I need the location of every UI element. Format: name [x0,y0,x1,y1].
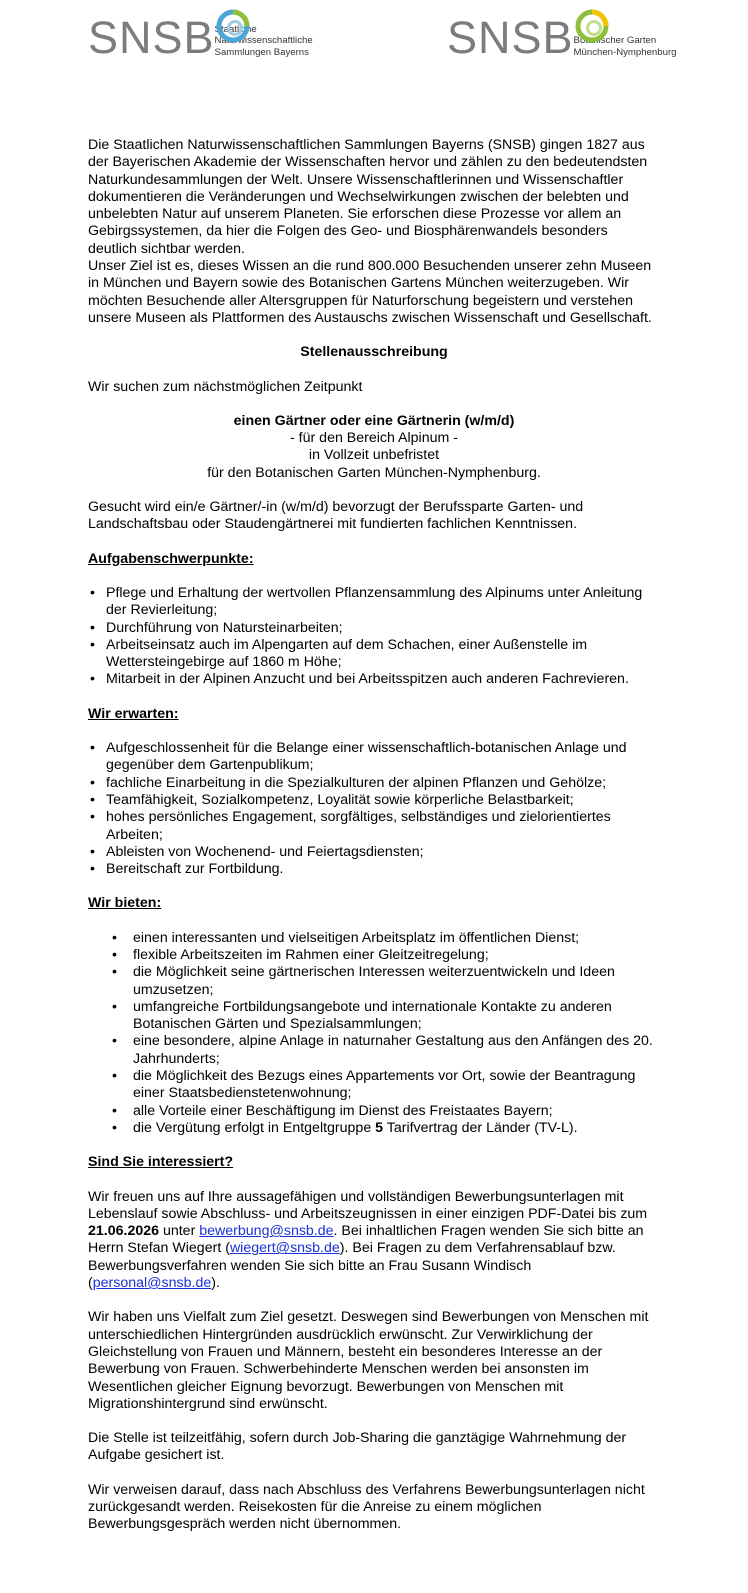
logo-subtitle-line: München-Nymphenburg [573,46,677,58]
intro-paragraph: Unser Ziel ist es, dieses Wissen an die rund 800.000 Besuchenden unserer zehn Museen in München und Bayern sowie des Botanischen Gartens München weiterzugeben. Wir möchten Besuchende aller Altersgruppen für Naturforschung begeistern und verstehen unsere Museen als Plattformen des Austauschs zwischen Wissenschaft und Gesellschaft. [88,258,652,326]
tasks-list [88,585,660,689]
list-item: • die Möglichkeit seine gärtnerischen Interessen weiterzuentwickeln und Ideen umzusetzen; [88,964,660,999]
list-item: • Teamfähigkeit, Sozialkompetenz, Loyalität sowie körperliche Belastbarkeit; [88,792,660,809]
contact-email-link[interactable]: wiegert@snsb.de [229,1240,340,1257]
text: ). [211,1275,220,1292]
offer-heading: Wir bieten: [88,895,162,912]
list-item: • fachliche Einarbeitung in die Spezialkulturen der alpinen Pflanzen und Gehölze; [88,775,660,792]
list-item: • die Möglichkeit des Bezugs eines Appartements vor Ort, sowie der Beantragung einer Staatsbedienstetenwohnung; [88,1068,660,1103]
list-item: • Arbeitseinsatz auch im Alpengarten auf dem Schachen, einer Außenstelle im Wettersteingebirge auf 1860 m Höhe; [88,637,660,672]
text: ). Bei Fragen zu dem Verfahrensablauf bzw. Bewerbungsverfahren wenden Sie sich bitte an Frau Susann Windisch ( [88,1240,616,1292]
list-item: • hohes persönliches Engagement, sorgfältiges, selbständiges und zielorientiertes Arbeiten; [88,809,660,844]
salary-text: Tarifvertrag der Länder (TV-L). [383,1119,578,1136]
logo-subtitle-line: Naturwissenschaftliche [214,35,313,46]
list-item: • Ableisten von Wochenend- und Feiertagsdiensten; [88,844,660,861]
diversity-paragraph: Wir haben uns Vielfalt zum Ziel gesetzt. Deswegen sind Bewerbungen von Menschen mit unterschiedlichen Hintergründen ausdrücklich erwünscht. Zur Verwirklichung der Gleichstellung von Frauen und Männern, besteht ein besonderes Interesse an der Bewerbung von Frauen. Schwerbehinderte Menschen werden bei ansonsten im Wesentlichen gleicher Eignung bevorzugt. Bewerbungen von Menschen mit Migrationshintergrund sind erwünscht. [88,1309,649,1412]
search-line: Wir suchen zum nächstmöglichen Zeitpunkt [88,378,363,395]
logo-subtitle-line: Staatliche [214,23,257,35]
job-posting [88,137,660,1534]
profile-paragraph: Gesucht wird ein/e Gärtner/-in (w/m/d) bevorzugt der Berufssparte Garten- und Landschaftsbau oder Staudengärtnerei mit fundierten fachlichen Kenntnissen. [88,499,584,533]
snsb-logo [88,8,313,63]
logo-subtitle-line: Sammlungen Bayerns [214,46,309,58]
position-location: für den Botanischen Garten München-Nymphenburg. [207,464,541,481]
ring-logo-icon [572,8,612,60]
logo-wordmark: SNSB [88,12,215,63]
position-title: einen Gärtner oder eine Gärtnerin (w/m/d) [233,412,515,429]
intro-paragraph: Die Staatlichen Naturwissenschaftlichen Sammlungen Bayerns (SNSB) gingen 1827 aus der Bayerischen Akademie der Wissenschaften hervor und zählen zu den bedeutendsten Naturkundesammlungen der Welt. Unsere Wissenschaftlerinnen und Wissenschaftler dokumentieren die Veränderungen und Wechselwirkungen zwischen der belebten und unbelebten Natur auf unserem Planeten. Sie erforschen diese Prozesse vor allem an Gebirgssystemen, da hier die Folgen des Geo- und Biosphärenwandels besonders deutlich sichtbar werden. [88,137,648,257]
botanical-garden-logo [447,8,677,63]
tasks-heading: Aufgabenschwerpunkte: [88,550,254,567]
deadline-date: 21.06.2026 [88,1223,160,1240]
text: unter [159,1223,200,1240]
interested-heading: Sind Sie interessiert? [88,1154,234,1171]
position-block [88,413,660,482]
list-item: • Aufgeschlossenheit für die Belange einer wissenschaftlich-botanischen Anlage und gegenüber dem Gartenpublikum; [88,740,660,775]
pay-grade: 5 [375,1119,384,1136]
page-header [0,0,748,100]
list-item: • eine besondere, alpine Anlage in naturnaher Gestaltung aus den Anfängen des 20. Jahrhunderts; [88,1033,660,1068]
list-item: • flexible Arbeitszeiten im Rahmen einer Gleitzeitregelung; [88,947,660,964]
position-contract: in Vollzeit unbefristet [308,447,440,464]
salary-text: die Vergütung erfolgt in Entgeltgruppe [133,1119,376,1136]
list-item: • umfangreiche Fortbildungsangebote und internationale Kontakte zu anderen Botanischen Gärten und Spezialsammlungen; [88,999,660,1034]
personnel-email-link[interactable]: personal@snsb.de [92,1275,212,1292]
list-item [88,1120,660,1137]
application-email-link[interactable]: bewerbung@snsb.de [199,1223,334,1240]
text: Wir freuen uns auf Ihre aussagefähigen und vollständigen Bewerbungsunterlagen mit Lebenslauf sowie Abschluss- und Arbeitszeugnissen in einer einzigen PDF-Datei bis zum [88,1188,648,1222]
expect-list [88,740,660,878]
position-area: - für den Bereich Alpinum - [290,430,458,447]
list-item: • einen interessanten und vielseitigen Arbeitsplatz im öffentlichen Dienst; [88,930,660,947]
list-item: • alle Vorteile einer Beschäftigung im Dienst des Freistaates Bayern; [88,1103,660,1120]
parttime-paragraph: Die Stelle ist teilzeitfähig, sofern durch Job-Sharing die ganztägige Wahrnehmung der Aufgabe gesichert ist. [88,1430,627,1464]
expect-heading: Wir erwarten: [88,705,179,722]
list-item: • Mitarbeit in der Alpinen Anzucht und bei Arbeitsspitzen auch anderen Fachrevieren. [88,671,660,688]
list-item: • Bereitschaft zur Fortbildung. [88,861,660,878]
list-item: • Durchführung von Natursteinarbeiten; [88,620,660,637]
logo-wordmark: SNSB [447,12,574,63]
ring-logo-icon [213,8,253,60]
list-item: • Pflege und Erhaltung der wertvollen Pflanzensammlung des Alpinums unter Anleitung der Revierleitung; [88,585,660,620]
text: . Bei inhaltlichen Fragen wenden Sie sich bitte an Herrn Stefan Wiegert ( [88,1223,644,1257]
application-paragraph [88,1189,660,1293]
logo-subtitle-line: Botanischer Garten [573,35,657,46]
closing-paragraph: Wir verweisen darauf, dass nach Abschluss des Verfahrens Bewerbungsunterlagen nicht zurückgesandt werden. Reisekosten für die Anreise zu einem möglichen Bewerbungsgespräch werden nicht übernommen. [88,1481,645,1533]
offer-list [88,930,660,1138]
posting-heading: Stellenausschreibung [300,344,448,361]
